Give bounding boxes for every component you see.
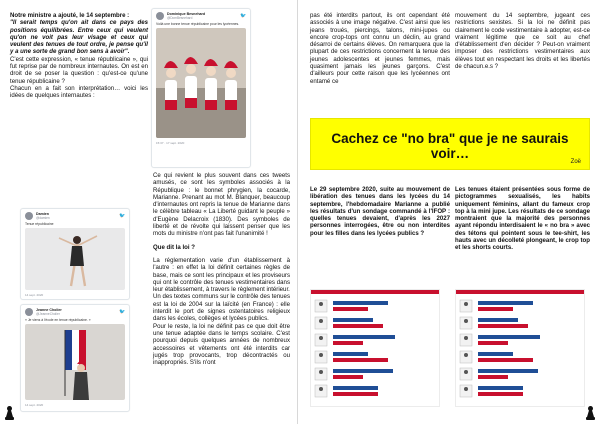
- bar-red: [478, 375, 508, 379]
- infographic-2-graphic: [456, 294, 585, 407]
- pictogram-figure: [319, 302, 323, 306]
- paragraph-symbols: Ce qui revient le plus souvent dans ces tweets amusés, ce sont les symboles associés à la République : le bonnet phrygien, la cocarde, Marianne. Prenant au mot M. Blanquer, beaucoup d'internautes ont repris la tenue de Marianne dans le célèbre tableau « La Liberté guidant le peuple » d'Eugène Delacroix (1830). Des symboles de liberté et de révolte qui laissent penser que les mots du ministre n'ont pas fait l'unanimité !: [153, 172, 290, 238]
- bar-blue: [478, 301, 533, 305]
- pictogram-figure: [319, 387, 323, 391]
- right-column-3: [310, 186, 450, 237]
- pictogram-figure: [319, 319, 323, 323]
- survey-infographic-1: [310, 289, 440, 407]
- bar-blue: [333, 318, 373, 322]
- avatar: [25, 212, 33, 220]
- bar-red: [333, 392, 378, 396]
- tweet-card-1: [151, 8, 251, 168]
- avatar: [156, 12, 164, 20]
- article-title: Cachez ce "no bra" que je ne saurais voir…: [331, 131, 569, 161]
- bar-red: [478, 392, 523, 396]
- tweet-card-3: [20, 304, 130, 412]
- bar-red: [333, 324, 383, 328]
- pictogram-figure: [464, 370, 468, 374]
- tweet-photo-dancer: [25, 228, 125, 290]
- twitter-bird-icon: 🐦: [119, 212, 126, 219]
- pawn-icon: [5, 406, 14, 420]
- bar-blue: [333, 352, 368, 356]
- pictogram-figure: [464, 387, 468, 391]
- tweet-photo-marianne: [25, 324, 125, 400]
- bar-blue: [478, 352, 513, 356]
- tweet-timestamp: 14 sept. 2020: [25, 293, 44, 297]
- bar-red: [333, 375, 363, 379]
- bar-blue: [333, 335, 395, 339]
- middle-column: [153, 172, 290, 366]
- paragraph-restrictions: pas été interdits partout, ils ont cependant été associés à une image négative. C'est ainsi que les jeans troués, piercings, talons, mini-jupes ou encore crop-tops ont connu un déclin, au grand désarroi de certains élèves. On remarquera que la plupart de ces restrictions concernent la tenue des jeunes adolescentes et jeunes femmes, mais quasiment jamais les jeunes garçons. C'est d'ailleurs pour cette raison que les lycéennes ont entamé ce: [310, 12, 450, 85]
- tweet-timestamp: 15:37 · 17 sept. 2020: [156, 141, 185, 145]
- tweet-text: Tenue républicaine: [25, 222, 54, 226]
- quote-column: [10, 12, 148, 100]
- paragraph-tenue-adaptee: Pour le reste, la loi ne définit pas ce que doit être une tenue adaptée dans le temps scolaire. C'est pourquoi depuis quelques années de nombreux accessoires et vêtements ont été interdits car jugés trop provocants, trop décontractés ou inappropriés. S'ils n'ont: [153, 322, 290, 367]
- tweet-photo-group: [156, 28, 246, 138]
- tweet-handle: @DomBesnehard: [167, 16, 193, 20]
- right-column-1: [310, 12, 450, 85]
- paragraph-reglementation: La réglementation varie d'un établissement à l'autre : en effet la loi définit certaines règles de base, mais ce sont les principaux et les proviseurs qui ont le contrôle des tenues vestimentaires dans leur établissement, à travers le règlement intérieur.: [153, 256, 290, 294]
- article-banner: [310, 118, 590, 170]
- dancer-photo-image: [25, 228, 125, 290]
- bar-red: [333, 341, 363, 345]
- tweet-card-2: [20, 208, 130, 300]
- right-column-4: [455, 186, 590, 252]
- pawn-icon: [586, 406, 595, 420]
- avatar: [25, 308, 33, 316]
- bar-red: [478, 324, 528, 328]
- bar-blue: [478, 386, 523, 390]
- survey-infographic-2: [455, 289, 585, 407]
- marianne-photo-image: [25, 324, 125, 400]
- bar-blue: [333, 386, 378, 390]
- tweet-author: Jeanne Cholier: [36, 308, 62, 312]
- right-column-2: [455, 12, 590, 70]
- pictogram-figure: [319, 353, 323, 357]
- tweet-handle: @JeanneCholier: [36, 312, 60, 316]
- bar-red: [333, 358, 388, 362]
- tweet-handle: @damien: [36, 216, 50, 220]
- right-page: [300, 0, 600, 424]
- tweet-timestamp: 14 sept. 2020: [25, 403, 44, 407]
- section-heading: Que dit la loi ?: [153, 243, 195, 251]
- bar-blue: [478, 369, 538, 373]
- bar-red: [478, 358, 533, 362]
- pictogram-figure: [319, 370, 323, 374]
- paragraph-pictogrammes: Les tenues étaient présentées sous forme de pictogrammes sexualisés, les habits uniquement féminins, allant du fameux crop top à la mini jupe. Les résultats de ce sondage montraient que la majorité des personnes ayant répondu interdisaient le « no bra » avec des tétons qui pointent sous le tee-shirt, les hauts avec un décolleté plongeant, le crop top et les shorts courts.: [455, 186, 590, 252]
- bar-blue: [478, 335, 540, 339]
- minister-quote: "Il serait temps qu'on ait dans ce pays des positions équilibrées. Entre ceux qui veulent qu'on ne voit pas leur visage et ceux qui veulent des tenues de tout ordre, je pense qu'il y a une sorte de grand bon sens à avoir".: [10, 19, 148, 56]
- twitter-bird-icon: 🐦: [119, 308, 126, 315]
- twitter-bird-icon: 🐦: [240, 12, 247, 19]
- bar-red: [478, 341, 508, 345]
- tweet-text: Voilà une bonne tenue républicaine pour les lycéennes.: [156, 22, 240, 26]
- article-author: Zoë: [570, 159, 581, 165]
- bar-blue: [333, 369, 393, 373]
- bar-blue: [478, 318, 518, 322]
- bar-blue: [333, 301, 388, 305]
- group-photo-image: [156, 28, 246, 138]
- paragraph-sondage: Le 29 septembre 2020, suite au mouvement de libération des tenues dans les lycées du 14 septembre, l'hebdomadaire Marianne a publié les résultats d'un sondage commandé à l'IFOP : quelles tenues devaient, d'après les 2027 personnes interrogées, être ou non interdites pour les filles dans les lycées publics ?: [310, 186, 450, 237]
- paragraph-expression: C'est cette expression, « tenue républicaine », qui fut reprise par de nombreux internautes. On est en droit de se poser la question : qu'est-ce qu'une tenue républicaine ?: [10, 55, 148, 85]
- pictogram-figure: [464, 319, 468, 323]
- pictogram-figure: [464, 336, 468, 340]
- pictogram-figure: [464, 353, 468, 357]
- bar-red: [478, 307, 513, 311]
- tweet-author: Damien: [36, 212, 49, 216]
- paragraph-internautes: Chacun en a fait son interprétation… voici les idées de quelques internautes :: [10, 84, 148, 100]
- tweet-text: « Je viens à l'école en tenue républicaine. »: [25, 318, 91, 322]
- pictogram-figure: [464, 302, 468, 306]
- quote-intro: Notre ministre a ajouté, le 14 septembre :: [10, 12, 130, 19]
- pictogram-figure: [319, 336, 323, 340]
- left-page: [0, 0, 298, 424]
- paragraph-loi-2004: Un des textes communs sur le contrôle des tenues est la loi de 2004 sur la laïcité (en France) : elle interdit le port de signes ostentatoires religieux dans les écoles, collèges et lycées publics.: [153, 293, 290, 323]
- infographic-1-graphic: [311, 294, 440, 407]
- tweet-author: Dominique Besnehard: [167, 12, 206, 16]
- bar-red: [333, 307, 368, 311]
- paragraph-legitimite: mouvement du 14 septembre, jugeant ces restrictions sexistes. Si la loi ne définit pas clairement le code vestimentaire à adopter, est-ce vraiment légitime que ce soit au chef d'établissement d'en décider ? Peut-on vraiment imposer des restrictions vestimentaires aux élèves tout en respectant les droits et les libertés de chacun.e.s ?: [455, 12, 590, 71]
